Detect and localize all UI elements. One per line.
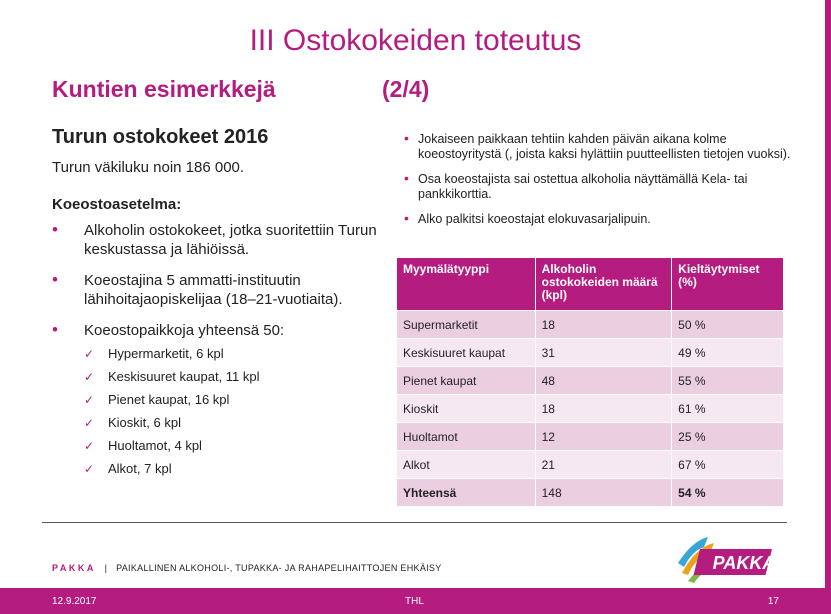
section-heading: Turun ostokokeet 2016 [52,126,269,148]
setup-heading: Koeostoasetelma: [52,196,182,213]
footer-org-name: PAIKALLINEN ALKOHOLI-, TUPAKKA- JA RAHAPELIHAITTOJEN EHKÄISY [116,563,442,573]
location-list [84,346,382,477]
footer-brand: PAKKA [52,563,96,573]
footer-center-text: THL [405,596,424,607]
footer-organization [52,563,442,573]
bullet-text: Koeostopaikkoja yhteensä 50: [84,322,285,339]
slide-title: III Ostokokeiden toteutus [249,24,582,57]
table-cell: 54 % [672,479,784,507]
setup-bullet-list [52,221,382,477]
slide-subtitle: Kuntien esimerkkejä [52,76,276,102]
right-bullet-list [404,132,794,237]
table-cell: Keskisuuret kaupat [397,339,536,367]
table-cell: 18 [535,311,672,339]
location-item: ✓ Hypermarketit, 6 kpl [84,346,382,362]
table-total-row [397,479,784,507]
bullet-item: • Alkoholin ostokokeet, jotka suoritettiin Turun keskustassa ja lähiöissä. [52,221,382,259]
results-table [396,257,784,507]
footer-date: 12.9.2017 [52,596,97,607]
left-column [52,126,382,489]
table-row [397,367,784,395]
column-header: Kieltäytymiset (%) [672,258,784,311]
table-row [397,423,784,451]
location-item: ✓ Huoltamot, 4 kpl [84,438,382,454]
table-row [397,311,784,339]
table-row [397,339,784,367]
table-cell: 21 [535,451,672,479]
footer-divider [42,522,787,523]
bullet-item: • Alko palkitsi koeostajat elokuvasarjalipuin. [404,212,794,227]
table-cell: Pienet kaupat [397,367,536,395]
bullet-item: • Osa koeostajista sai ostettua alkoholia näyttämällä Kela- tai pankkikorttia. [404,172,794,202]
table-header-row [397,258,784,311]
table-row [397,451,784,479]
table-cell: 31 [535,339,672,367]
population-text: Turun väkiluku noin 186 000. [52,159,245,176]
bullet-item: • Jokaiseen paikkaan tehtiin kahden päivän aikana kolme koeostoyritystä (, joista kaksi hylättiin puutteellisten tietojen vuoksi). [404,132,794,162]
table-row [397,395,784,423]
table-cell: 55 % [672,367,784,395]
table-cell: Huoltamot [397,423,536,451]
location-item: ✓ Kioskit, 6 kpl [84,415,382,431]
table-cell: 12 [535,423,672,451]
table-cell: Kioskit [397,395,536,423]
page-number: 17 [767,596,779,607]
table-cell: 25 % [672,423,784,451]
table-cell: 48 [535,367,672,395]
column-header: Myymälätyyppi [397,258,536,311]
table-cell: Supermarketit [397,311,536,339]
table-cell: 49 % [672,339,784,367]
bullet-item [52,321,382,477]
table-cell: 67 % [672,451,784,479]
table-cell: Yhteensä [397,479,536,507]
location-item: ✓ Pienet kaupat, 16 kpl [84,392,382,408]
page-indicator: (2/4) [382,76,430,102]
column-header: Alkoholin ostokokeiden määrä (kpl) [535,258,672,311]
table-cell: 50 % [672,311,784,339]
table-cell: 61 % [672,395,784,423]
pakka-logo [674,533,780,587]
bullet-item: • Koeostajina 5 ammatti-instituutin lähihoitajaopiskelijaa (18–21-vuotiaita). [52,271,382,309]
table-cell: Alkot [397,451,536,479]
location-item: ✓ Alkot, 7 kpl [84,461,382,477]
logo-wordmark: PAKKA [712,553,776,573]
bottom-bar [0,588,831,614]
table-cell: 148 [535,479,672,507]
location-item: ✓ Keskisuuret kaupat, 11 kpl [84,369,382,385]
table-cell: 18 [535,395,672,423]
footer-separator: | [104,563,108,573]
right-edge-stripe [825,0,831,588]
